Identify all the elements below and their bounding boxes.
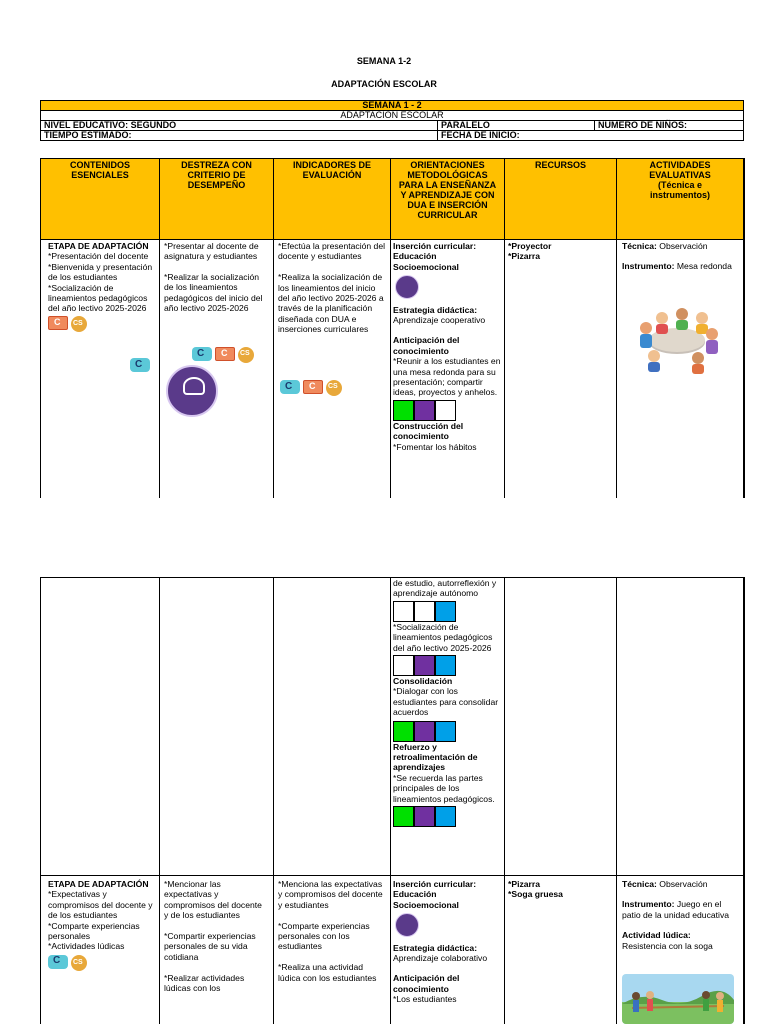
- cs-badge-icon: [71, 316, 87, 332]
- c-speech-icon: [48, 955, 68, 969]
- header-adaptacion: ADAPTACION ESCOLAR: [41, 111, 744, 121]
- estrategia-label: Estrategia didáctica:: [393, 942, 478, 953]
- col-indicadores: INDICADORES DE EVALUACIÓN: [273, 159, 390, 239]
- consolidacion-label: Consolidación: [393, 676, 453, 687]
- orientaciones-cell-1: [393, 241, 501, 452]
- screen-c-icon: [48, 316, 68, 330]
- educacion-socioemocional-badge-icon: [166, 365, 218, 417]
- contenidos-cell-2: [48, 879, 156, 971]
- contenidos-cell-1: [48, 241, 156, 332]
- indicadores-cell-1: *Efectúa la presentación del docente y estudiantes *Realiza la socialización de los lineamientos del inicio del año lectivo 2025-2026 a través de la planificación diseñada con DUA e inserciones curriculares: [278, 241, 386, 335]
- header-paralelo: PARALELO: [438, 121, 595, 131]
- tecnica-label: Técnica:: [622, 879, 657, 889]
- destreza-presentar: *Presentar al docente de asignatura y estudiantes: [164, 241, 259, 262]
- plan-table-page2: [40, 577, 744, 1024]
- refuerzo-value: *Se recuerda las partes principales de los lineamientos pedagógicos.: [393, 772, 495, 804]
- actividad-value: Resistencia con la soga: [622, 940, 713, 951]
- insercion-label: Inserción curricular:: [393, 241, 477, 251]
- insercion-value: Educación Socioemocional: [393, 251, 459, 272]
- contenidos-title: ETAPA DE ADAPTACIÓN: [48, 241, 149, 251]
- instrumento-label: Instrumento:: [622, 261, 675, 272]
- estrategia-value: Aprendizaje cooperativo: [393, 315, 486, 326]
- estrategia-label: Estrategia didáctica:: [393, 304, 478, 315]
- header-nivel: NIVEL EDUCATIVO: SEGUNDO: [41, 121, 438, 131]
- habitos-continuation: de estudio, autorreflexión y aprendizaje autónomo: [393, 578, 497, 599]
- recursos-cell-1: *Proyector *Pizarra: [508, 241, 552, 262]
- instrumento-value: Mesa redonda: [674, 261, 732, 272]
- indicadores-cell-2: *Menciona las expectativas y compromisos del docente y estudiantes *Comparte experiencias personales con los estudiantes *Realiza una actividad lúdica con los estudiantes: [278, 879, 383, 983]
- anticipacion-label: Anticipación del conocimiento: [393, 335, 460, 356]
- destreza-cell-1: [164, 241, 268, 313]
- orientaciones-cell-2: [393, 879, 501, 1005]
- socioemocional-small-badge-icon: [395, 275, 419, 299]
- socioemocional-small-badge-icon: [395, 913, 419, 937]
- insercion-value: Educación Socioemocional: [393, 889, 459, 910]
- header-numero-ninos: NUMERO DE NIÑOS:: [595, 121, 744, 131]
- screen-c-icon: [215, 347, 235, 361]
- cs-badge-icon: [71, 955, 87, 971]
- anticipacion-label: Anticipación del conocimiento: [393, 973, 460, 994]
- plan-table-page1: [40, 158, 744, 498]
- c-speech-icon: [280, 380, 300, 394]
- instrumento-label: Instrumento:: [622, 899, 675, 910]
- dua-squares: [393, 400, 501, 421]
- socializacion-text: *Socialización de lineamientos pedagógicos del año lectivo 2025-2026: [393, 621, 493, 653]
- dua-squares: [393, 806, 501, 827]
- construccion-label: Construcción del conocimiento: [393, 420, 464, 442]
- cs-badge-icon: [238, 347, 254, 363]
- screen-c-icon: [303, 380, 323, 394]
- anticipacion-value: *Los estudiantes: [393, 994, 457, 1005]
- header-semana: SEMANA 1 - 2: [41, 101, 744, 111]
- actividades-cell-1: [622, 241, 740, 272]
- consolidacion-value: *Dialogar con los estudiantes para consolidar acuerdos: [393, 686, 499, 718]
- destreza-cell-2: *Mencionar las expectativas y compromisos del docente y de los estudiantes *Compartir experiencias personales de su vida cotidiana *Realizar actividades lúdicas con los: [164, 879, 262, 994]
- actividades-cell-2: [622, 879, 740, 951]
- insercion-label: Inserción curricular:: [393, 879, 477, 889]
- c-speech-icon: [192, 347, 212, 361]
- header-fecha: FECHA DE INICIO:: [438, 131, 744, 141]
- orientaciones-continuation: [393, 578, 501, 827]
- tecnica-value: Observación: [656, 241, 708, 251]
- estrategia-value: Aprendizaje colaborativo: [393, 953, 488, 964]
- anticipacion-value: *Reunir a los estudiantes en una mesa redonda para su presentación; compartir ideas, proyectos y anhelos.: [393, 356, 501, 398]
- recursos-cell-2: *Pizarra *Soga gruesa: [508, 879, 563, 900]
- tecnica-label: Técnica:: [622, 241, 657, 251]
- column-header-row: [40, 158, 744, 240]
- dua-squares: [393, 721, 501, 742]
- dua-squares: [393, 655, 501, 676]
- c-speech-icon: [130, 358, 150, 372]
- col-destreza: DESTREZA CON CRITERIO DE DESEMPEÑO: [159, 159, 273, 239]
- tecnica-value: Observación: [656, 879, 708, 889]
- refuerzo-label: Refuerzo y retroalimentación de aprendizajes: [393, 741, 478, 773]
- contenidos-body: *Expectativas y compromisos del docente y de los estudiantes *Comparte experiencias personales *Actividades lúdicas: [48, 889, 153, 952]
- actividad-label: Actividad lúdica:: [622, 930, 691, 941]
- header-table: [40, 100, 744, 141]
- tug-of-war-illustration: [622, 974, 734, 1024]
- instrumento-value: Juego en el patio de la unidad educativa: [622, 899, 730, 920]
- cs-badge-icon: [326, 380, 342, 396]
- col-orientaciones: ORIENTACIONES METODOLÓGICAS PARA LA ENSEÑANZA Y APRENDIZAJE CON DUA E INSERCIÓN CURRICULAR: [390, 159, 504, 239]
- col-actividades: ACTIVIDADES EVALUATIVAS (Técnica e instrumentos): [616, 159, 744, 239]
- contenidos-title: ETAPA DE ADAPTACIÓN: [48, 879, 149, 889]
- construccion-value: *Fomentar los hábitos: [393, 441, 477, 452]
- destreza-socializacion: *Realizar la socialización de los lineamientos pedagógicos del inicio del año lectivo 2025-2026: [164, 271, 263, 314]
- dua-squares: [393, 601, 501, 622]
- col-contenidos: CONTENIDOS ESENCIALES: [40, 159, 159, 239]
- header-tiempo: TIEMPO ESTIMADO:: [41, 131, 438, 141]
- round-table-illustration: [632, 304, 722, 374]
- contenidos-body: *Presentación del docente *Bienvenida y presentación de los estudiantes *Socialización de lineamientos pedagógicos del año lectivo 2025-2026: [48, 251, 153, 314]
- col-recursos: RECURSOS: [504, 159, 616, 239]
- page-title-adaptacion: ADAPTACIÓN ESCOLAR: [331, 79, 437, 89]
- page-title-semana: SEMANA 1-2: [356, 56, 412, 66]
